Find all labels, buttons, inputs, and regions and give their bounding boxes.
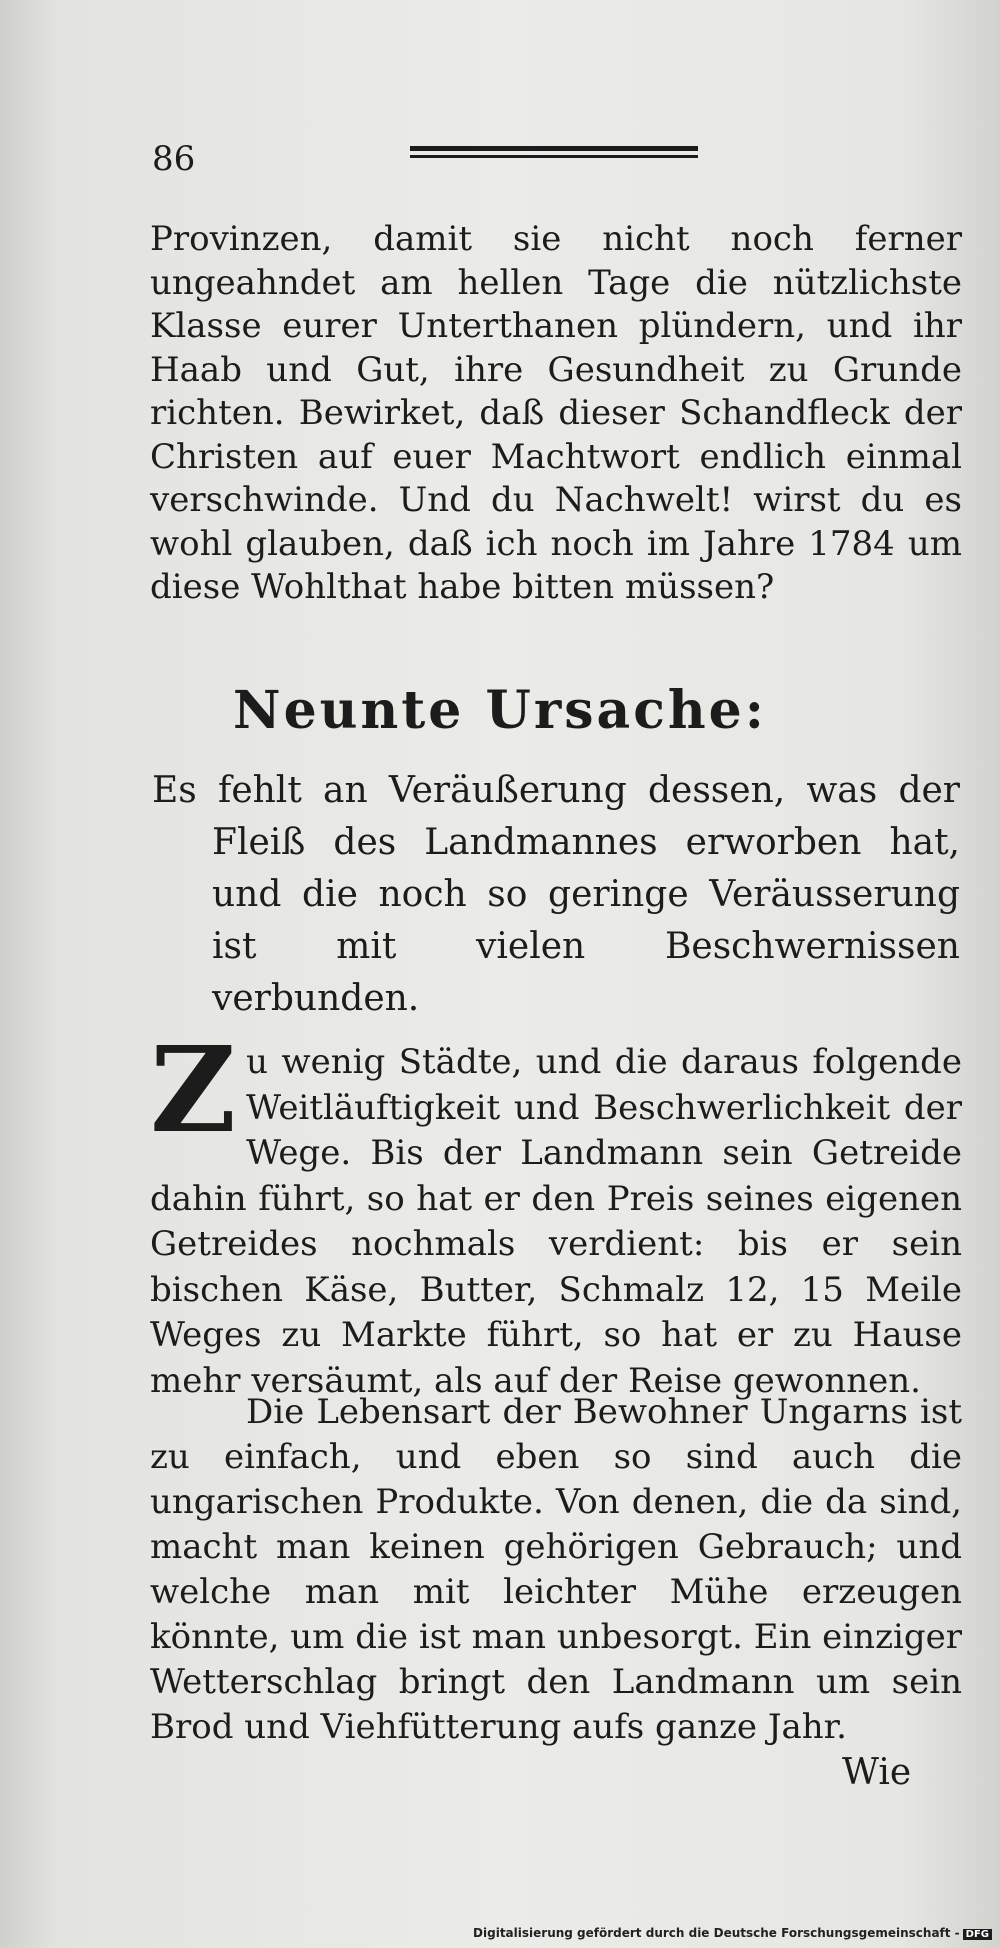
page-number: 86 [152,139,196,179]
catchword: Wie [842,1752,912,1793]
dfg-logo: DFG [963,1929,992,1940]
cause-statement: Es fehlt an Veräußerung dessen, was der Fleiß des Landmannes erworben hat, und die noch so geringe Veräusserung ist mit vielen Beschwernissen verbunden. [152,770,960,1019]
paragraph-ungarns: Die Lebensart der Bewohner Ungarns ist zu einfach, und eben so sind auch die ungarischen Produkte. Von denen, die da sind, macht man keinen gehörigen Gebrauch; und welche man mit leichter Mühe erzeugen könnte, um die ist man unbesorgt. Ein einziger Wetterschlag bringt den Landmann um sein Brod und Viehfütterung aufs ganze Jahr. [150,1392,962,1747]
header-rule [410,146,698,160]
paragraph-continuation: Provinzen, damit sie nicht noch ferner ungeahndet am hellen Tage die nützlichste Klasse eurer Unterthanen plündern, und ihr Haab und Gut, ihre Gesundheit zu Grunde richten. Bewirket, daß dieser Schandfleck der Christen auf euer Machtwort endlich einmal verschwinde. Und du Nachwelt! wirst du es wohl glauben, daß ich noch im Jahre 1784 um diese Wohlthat habe bitten müssen? [150,219,962,607]
credit-text: Digitalisierung gefördert durch die Deutsche Forschungsgemeinschaft - [473,1926,960,1940]
paragraph-text: u wenig Städte, und die daraus folgende Weitläuftigkeit und Beschwerlichkeit der Wege. Bis der Landmann sein Getreide dahin führt, so hat er den Preis seines eigenen Getreides nochmals verdient: bis er sein bischen Käse, Butter, Schmalz 12, 15 Meile Weges zu Markte führt, so hat er zu Hause mehr versäumt, als auf der Reise gewonnen. [150,1042,962,1401]
digitization-credit [473,1926,992,1940]
section-heading: Neunte Ursache: [233,680,767,741]
paragraph-with-dropcap [150,1020,962,1404]
drop-cap: Z [150,1020,237,1159]
